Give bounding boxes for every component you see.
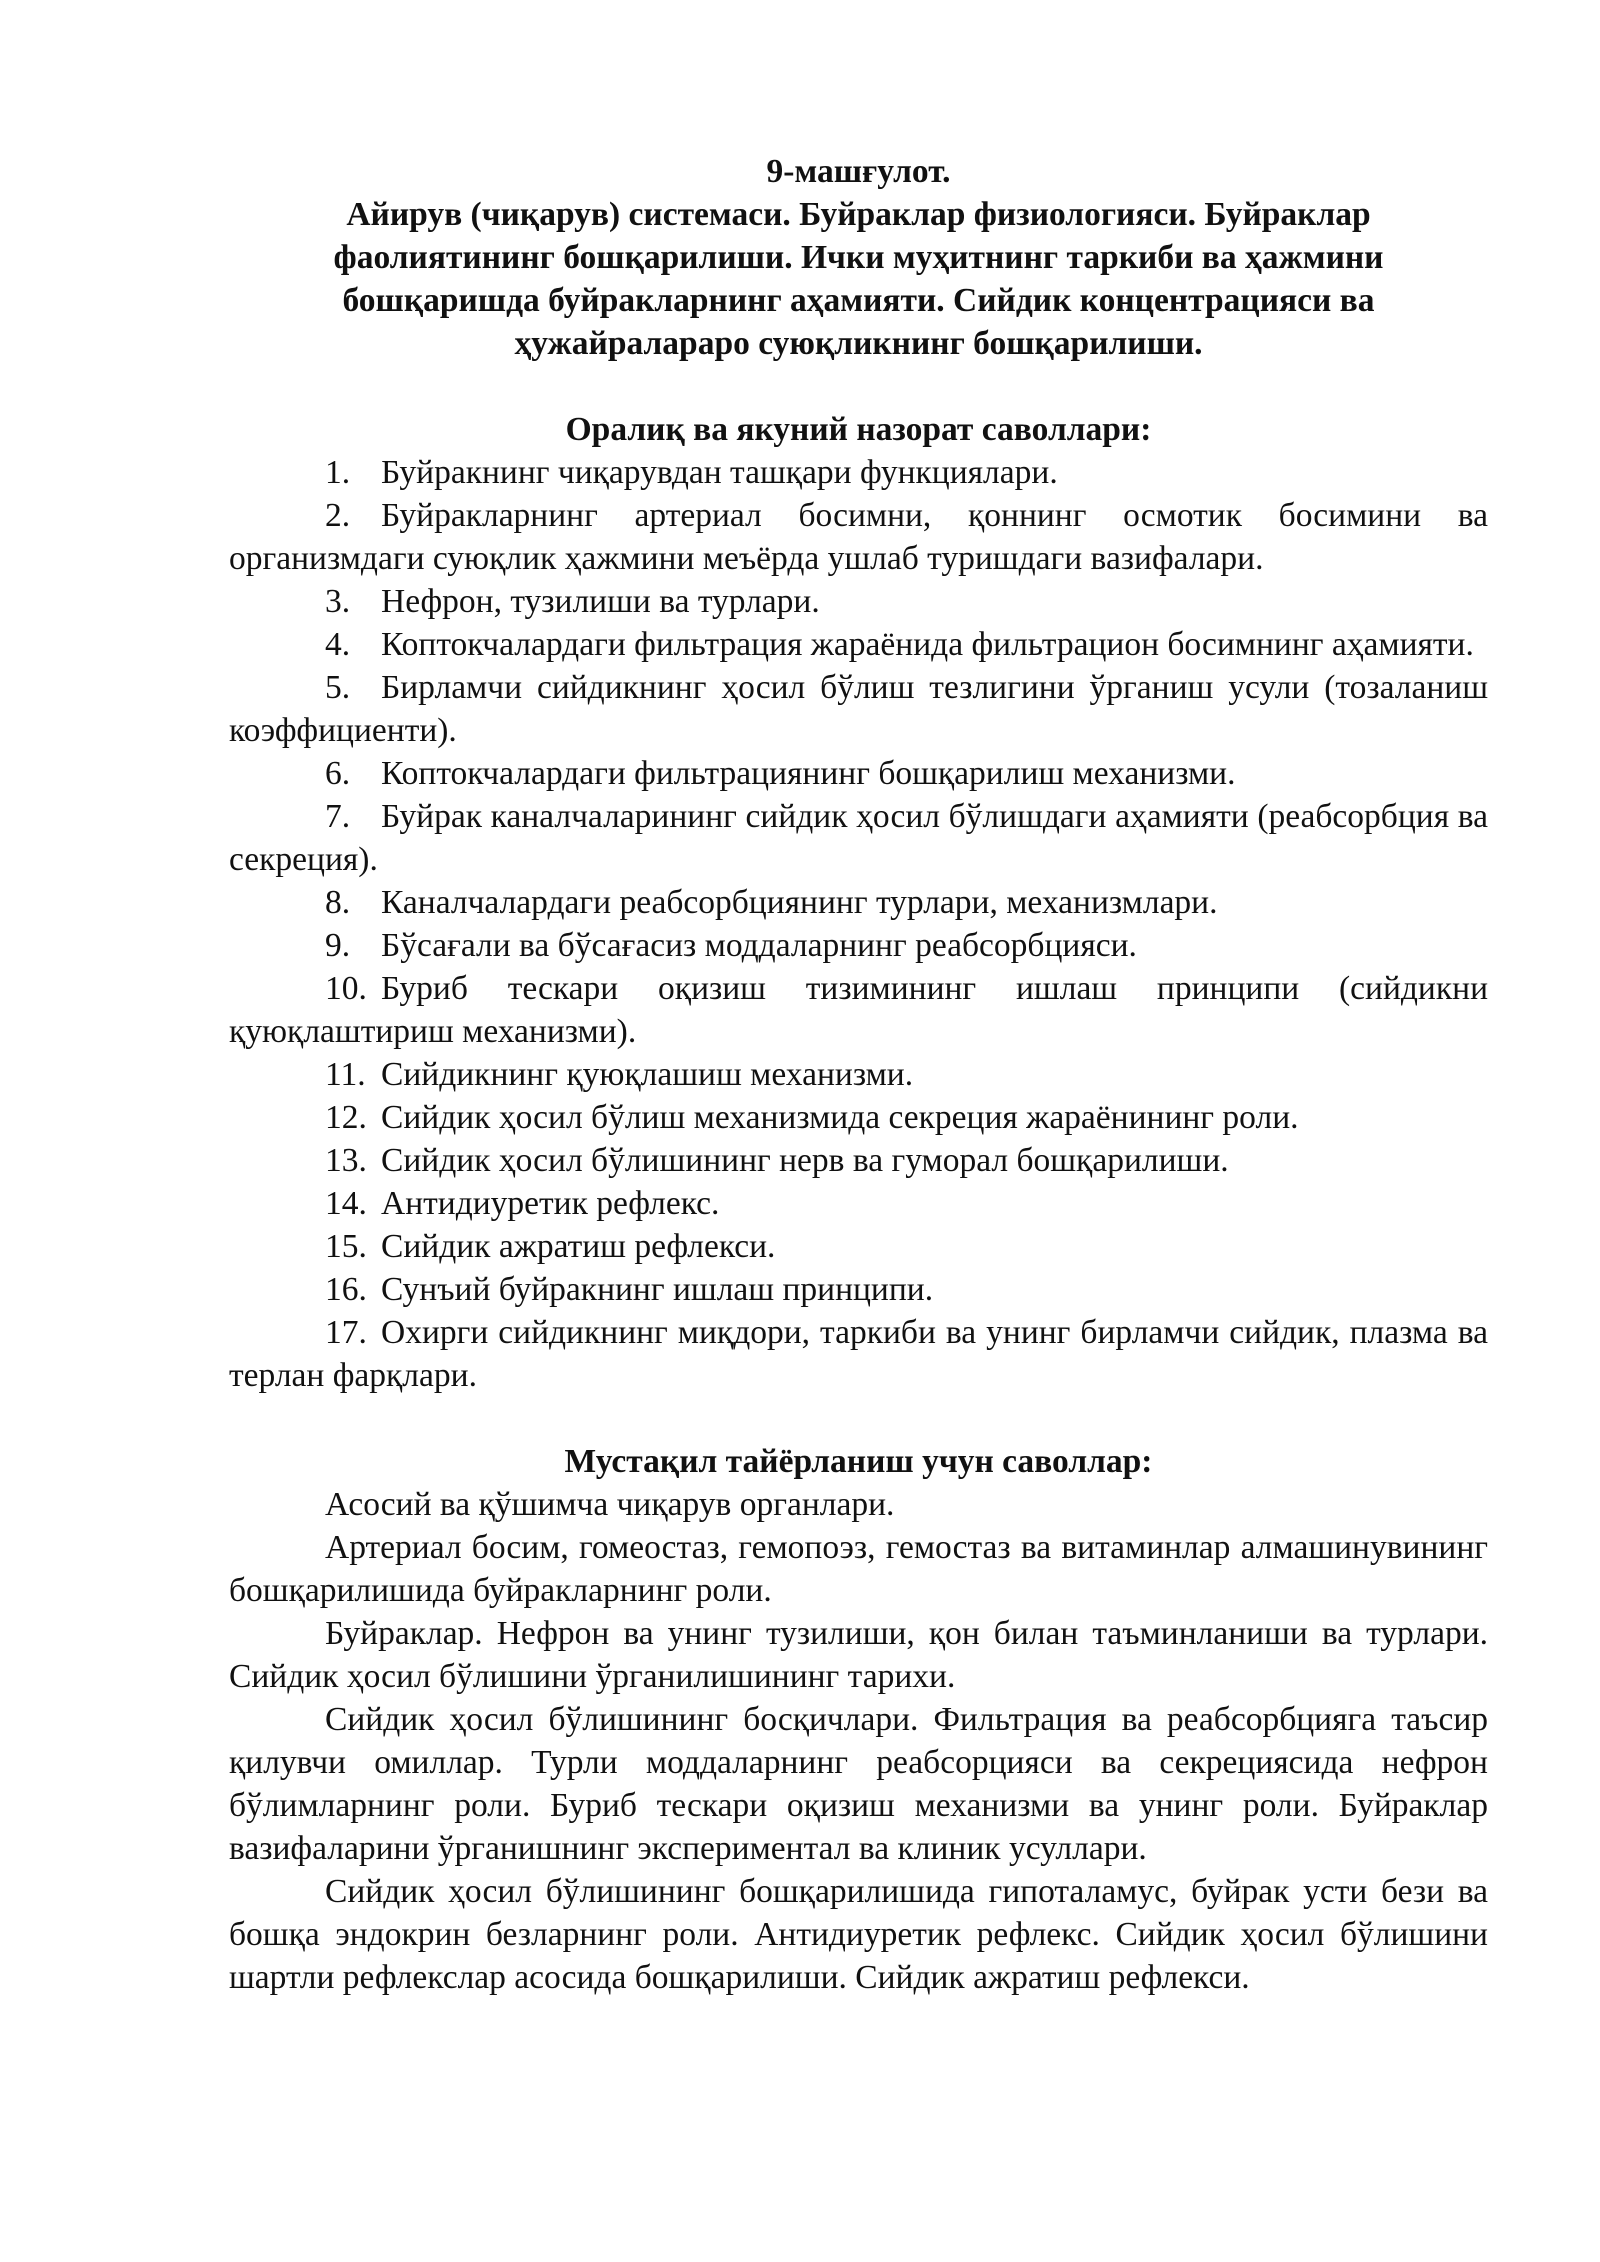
item-number: 5.: [325, 669, 351, 706]
self-study-paragraph: Асосий ва қўшимча чиқарув органлари.: [325, 1486, 895, 1523]
item-number: 13.: [325, 1142, 367, 1179]
item-number: 3.: [325, 583, 351, 620]
item-text: Сийдик ажратиш рефлекси.: [381, 1228, 776, 1265]
self-study-paragraph: Сийдик ҳосил бўлишининг бошқарилишида гипоталамус, буйрак усти бези ва бошқа эндокрин безларнинг роли. Антидиуретик рефлекс. Сийдик ҳосил бўлишини шартли рефлекслар асосида бошқарилиши. Сийдик ажратиш рефлекси.: [229, 1873, 1488, 1996]
item-number: 9.: [325, 927, 351, 964]
list-item: [229, 1225, 1488, 1268]
list-item: [229, 881, 1488, 924]
list-item: [229, 1268, 1488, 1311]
list-item: [229, 666, 1488, 752]
list-item: [229, 1053, 1488, 1096]
self-study-paragraph: Буйраклар. Нефрон ва унинг тузилиши, қон билан таъминланиши ва турлари. Сийдик ҳосил бўлишини ўрганилишининг тарихи.: [229, 1615, 1488, 1695]
list-item: [229, 967, 1488, 1053]
item-number: 15.: [325, 1228, 367, 1265]
item-number: 10.: [325, 970, 367, 1007]
item-text: Сунъий буйракнинг ишлаш принципи.: [381, 1271, 934, 1308]
document-title: [229, 150, 1488, 365]
list-item: [229, 1182, 1488, 1225]
self-study-section: [229, 1483, 1488, 1999]
item-number: 11.: [325, 1056, 366, 1093]
item-text: Сийдик ҳосил бўлишининг нерв ва гуморал бошқарилиши.: [381, 1142, 1229, 1179]
item-text: Буйракларнинг артериал босимни, қоннинг осмотик босимини ва организмдаги суюқлик ҳажмини меъёрда ушлаб туришдаги вазифалари.: [229, 497, 1488, 577]
list-item: [229, 623, 1488, 666]
list-item: [229, 494, 1488, 580]
list-item: [229, 1139, 1488, 1182]
item-text: Бирламчи сийдикнинг ҳосил бўлиш тезлигини ўрганиш усули (тозаланиш коэффициенти).: [229, 669, 1488, 749]
item-number: 14.: [325, 1185, 367, 1222]
item-text: Буриб тескари оқизиш тизимининг ишлаш принципи (сийдикни қуюқлаштириш механизми).: [229, 970, 1488, 1050]
item-text: Каналчалардаги реабсорбциянинг турлари, механизмлари.: [381, 884, 1218, 921]
item-text: Коптокчалардаги фильтрация жараёнида фильтрацион босимнинг аҳамияти.: [381, 626, 1474, 663]
item-text: Антидиуретик рефлекс.: [381, 1185, 720, 1222]
self-study-paragraph: Сийдик ҳосил бўлишининг босқичлари. Фильтрация ва реабсорбцияга таъсир қилувчи омиллар. Турли моддаларнинг реабсорцияси ва секрециясида нефрон бўлимларнинг роли. Буриб тескари оқизиш механизми ва унинг роли. Буйраклар вазифаларини ўрганишнинг экспериментал ва клиник усуллари.: [229, 1701, 1488, 1867]
item-number: 17.: [325, 1314, 367, 1351]
title-line: фаолиятининг бошқарилиши. Ички муҳитнинг таркиби ва ҳажмини: [333, 239, 1384, 276]
item-number: 6.: [325, 755, 351, 792]
item-text: Буйракнинг чиқарувдан ташқари функциялари.: [381, 454, 1058, 491]
item-text: Нефрон, тузилиши ва турлари.: [381, 583, 820, 620]
title-line: бошқаришда буйракларнинг аҳамияти. Сийдик концентрацияси ва: [342, 282, 1375, 319]
item-number: 16.: [325, 1271, 367, 1308]
list-item: [229, 1311, 1488, 1397]
item-number: 4.: [325, 626, 351, 663]
item-text: Бўсағали ва бўсағасиз моддаларнинг реабсорбцияси.: [381, 927, 1137, 964]
item-text: Сийдик ҳосил бўлиш механизмида секреция жараёнининг роли.: [381, 1099, 1299, 1136]
item-text: Охирги сийдикнинг миқдори, таркиби ва унинг бирламчи сийдик, плазма ва терлан фарқлари.: [229, 1314, 1488, 1394]
item-text: Коптокчалардаги фильтрациянинг бошқарилиш механизми.: [381, 755, 1236, 792]
control-questions-list: [229, 451, 1488, 1397]
self-study-paragraph: Артериал босим, гомеостаз, гемопоэз, гемостаз ва витаминлар алмашинувининг бошқарилишида буйракларнинг роли.: [229, 1529, 1488, 1609]
control-questions-heading: Оралиқ ва якуний назорат саволлари:: [565, 411, 1152, 448]
item-number: 1.: [325, 454, 351, 491]
item-number: 12.: [325, 1099, 367, 1136]
item-text: Буйрак каналчаларининг сийдик ҳосил бўлишдаги аҳамияти (реабсорбция ва секреция).: [229, 798, 1488, 878]
self-study-heading: Мустақил тайёрланиш учун саволлар:: [564, 1443, 1153, 1480]
title-line: Айирув (чиқарув) системаси. Буйраклар физиологияси. Буйраклар: [346, 196, 1371, 233]
title-line: ҳужайралараро суюқликнинг бошқарилиши.: [514, 325, 1203, 362]
list-item: [229, 752, 1488, 795]
list-item: [229, 1096, 1488, 1139]
list-item: [229, 451, 1488, 494]
list-item: [229, 795, 1488, 881]
item-number: 8.: [325, 884, 351, 921]
list-item: [229, 924, 1488, 967]
item-number: 7.: [325, 798, 351, 835]
title-line: 9-машғулот.: [766, 153, 951, 190]
document-page: [229, 150, 1488, 1999]
item-number: 2.: [325, 497, 351, 534]
list-item: [229, 580, 1488, 623]
item-text: Сийдикнинг қуюқлашиш механизми.: [381, 1056, 914, 1093]
